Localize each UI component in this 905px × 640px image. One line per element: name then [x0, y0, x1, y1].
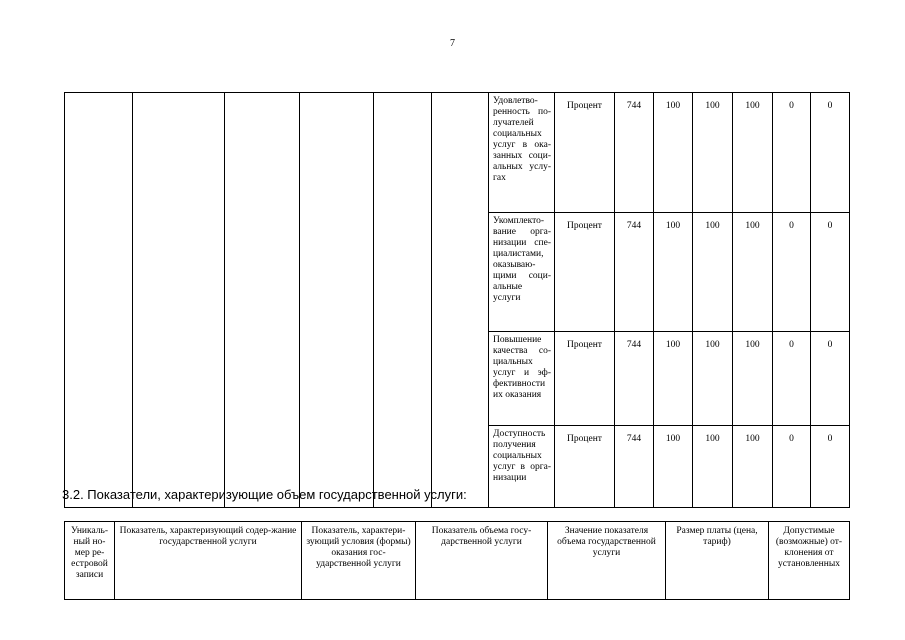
- value-cell: 100: [733, 332, 773, 426]
- deviation-cell: 0: [773, 93, 811, 213]
- header-cell: Показатель, характери-зующий условия (формы) оказания гос-ударственной услуги: [302, 522, 416, 600]
- value-cell: 100: [654, 213, 693, 332]
- indicator-name: Укомплекто-вание орга-низации спе-циалистами, оказываю-щими соци-альные услуги: [489, 213, 555, 332]
- deviation-cell: 0: [811, 332, 850, 426]
- header-cell: Размер платы (цена, тариф): [666, 522, 769, 600]
- header-cell: Показатель, характеризующий содер-жание государственной услуги: [115, 522, 302, 600]
- okei-code-cell: 744: [615, 93, 654, 213]
- unit-cell: Процент: [555, 93, 615, 213]
- value-cell: 100: [693, 93, 733, 213]
- table-cell: [300, 93, 374, 508]
- header-cell: Уникаль-ный но-мер ре-естровой записи: [65, 522, 115, 600]
- unit-cell: Процент: [555, 332, 615, 426]
- table-cell: [133, 93, 225, 508]
- header-cell: Допустимые (возможные) от-клонения от установленных: [769, 522, 850, 600]
- header-cell: Значение показателя объема государственной услуги: [548, 522, 666, 600]
- deviation-cell: 0: [811, 93, 850, 213]
- value-cell: 100: [693, 332, 733, 426]
- okei-code-cell: 744: [615, 213, 654, 332]
- table-header-row: [65, 522, 850, 600]
- deviation-cell: 0: [811, 213, 850, 332]
- indicator-name: Доступность получения социальных услуг в орга-низации: [489, 426, 555, 508]
- table-cell: [65, 93, 133, 508]
- unit-cell: Процент: [555, 426, 615, 508]
- value-cell: 100: [654, 93, 693, 213]
- quality-indicators-table: [64, 92, 850, 508]
- header-cell: Показатель объема госу-дарственной услуги: [416, 522, 548, 600]
- value-cell: 100: [654, 332, 693, 426]
- value-cell: 100: [654, 426, 693, 508]
- section-heading: 3.2. Показатели, характеризующие объем государственной услуги:: [62, 487, 467, 502]
- indicator-name: Удовлетво-ренность по-лучателей социальных услуг в ока-занных соци-альных услу-гах: [489, 93, 555, 213]
- deviation-cell: 0: [811, 426, 850, 508]
- page-number: 7: [450, 38, 455, 49]
- table-cell: [374, 93, 432, 508]
- indicator-name: Повышение качества со-циальных услуг и эф-фективности их оказания: [489, 332, 555, 426]
- unit-cell: Процент: [555, 213, 615, 332]
- deviation-cell: 0: [773, 213, 811, 332]
- table-row: [65, 93, 850, 213]
- table-cell: [225, 93, 300, 508]
- deviation-cell: 0: [773, 332, 811, 426]
- volume-indicators-table: [64, 521, 850, 600]
- deviation-cell: 0: [773, 426, 811, 508]
- okei-code-cell: 744: [615, 426, 654, 508]
- value-cell: 100: [693, 213, 733, 332]
- value-cell: 100: [733, 93, 773, 213]
- value-cell: 100: [693, 426, 733, 508]
- okei-code-cell: 744: [615, 332, 654, 426]
- table-cell: [432, 93, 489, 508]
- value-cell: 100: [733, 426, 773, 508]
- value-cell: 100: [733, 213, 773, 332]
